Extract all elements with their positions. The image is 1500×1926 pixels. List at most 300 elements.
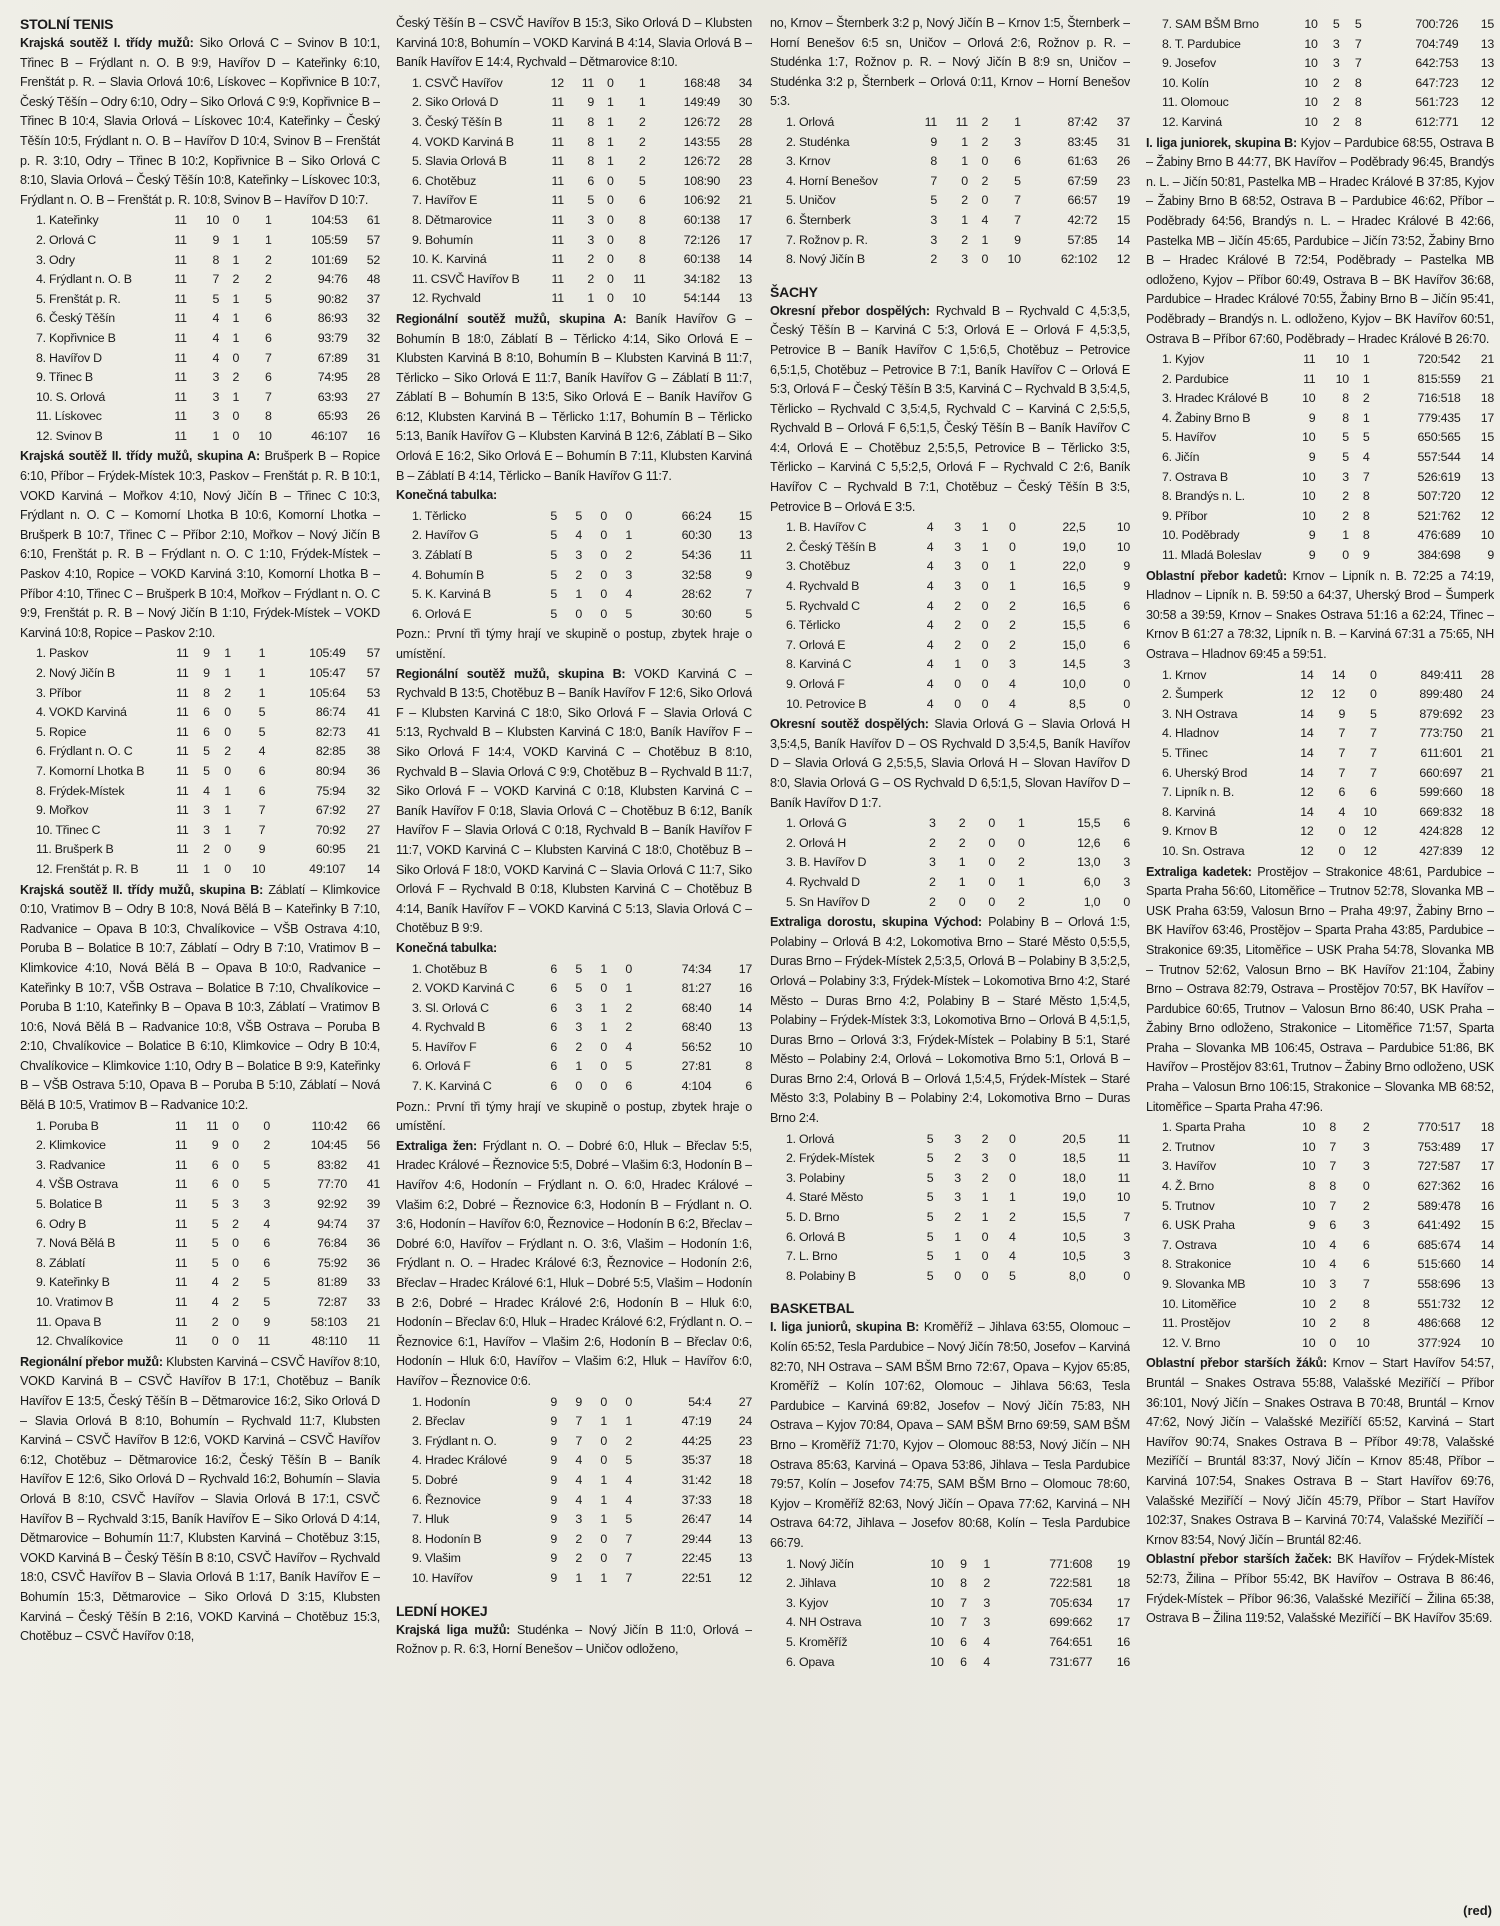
stat-cell: 0	[981, 696, 989, 711]
stat-cell: 3	[625, 567, 633, 582]
stat-cell: 3	[983, 1615, 990, 1630]
stat-cell: 7	[1354, 36, 1362, 51]
results-paragraph	[1146, 1354, 1494, 1550]
stat-cell: 1	[224, 646, 231, 661]
table-row	[396, 270, 752, 290]
team-name: 6. Chotěbuz	[412, 173, 477, 188]
table-row	[770, 1169, 1130, 1189]
results-paragraph	[1146, 1550, 1494, 1628]
stat-cell: 10	[1302, 469, 1316, 484]
stat-cell: 10	[1302, 1316, 1316, 1331]
stat-cell: 19	[1116, 193, 1130, 208]
stat-cell: 18,0	[1062, 1170, 1086, 1185]
stat-cell: 18	[1480, 785, 1494, 800]
stat-cell: 37:33	[681, 1492, 712, 1507]
match-results: Pozn.: První tři týmy hrají ve skupině o postup, zbytek hraje o umístění.	[396, 627, 752, 661]
stat-cell: 7	[930, 173, 937, 188]
stat-cell: 10	[632, 291, 646, 306]
stat-cell: 2	[575, 567, 583, 582]
stat-cell: 1	[232, 252, 240, 267]
team-name: 5. Ropice	[36, 724, 87, 739]
stat-cell: 36	[366, 1255, 380, 1270]
table-row	[770, 172, 1130, 192]
team-name: 4. Rychvald B	[412, 1020, 486, 1035]
team-name: 1. Poruba B	[36, 1118, 99, 1133]
stat-cell: 5	[587, 193, 595, 208]
stat-cell: 3	[954, 520, 961, 535]
stat-cell: 10	[1335, 352, 1349, 367]
table-row	[770, 1149, 1130, 1169]
table-row	[396, 1510, 752, 1530]
stat-cell: 0	[1338, 824, 1346, 839]
table-row	[396, 211, 752, 231]
stat-cell: 14	[1300, 706, 1314, 721]
stat-cell: 7	[625, 1551, 633, 1566]
stat-cell: 6	[265, 370, 272, 385]
stat-cell: 1	[607, 95, 614, 110]
stat-cell: 61	[366, 213, 380, 228]
stat-cell: 57:85	[1067, 232, 1098, 247]
stat-cell: 10	[1302, 1237, 1316, 1252]
table-row	[770, 191, 1130, 211]
stat-cell: 1	[625, 1414, 633, 1429]
table-row	[396, 172, 752, 192]
stat-cell: 6	[265, 311, 272, 326]
table-row	[1146, 468, 1494, 488]
table-row	[396, 1432, 752, 1452]
stat-cell: 0	[607, 212, 614, 227]
stat-cell: 5	[926, 1170, 934, 1185]
competition-title: Extraliga kadetek:	[1146, 864, 1252, 879]
stat-cell: 2	[954, 1151, 961, 1166]
stat-cell: 11	[551, 212, 564, 227]
stat-cell: 11	[551, 154, 564, 169]
table-row	[396, 507, 752, 527]
stat-cell: 3	[961, 252, 968, 267]
stat-cell: 108:90	[683, 173, 721, 188]
team-name: 7. Komorní Lhotka B	[36, 763, 145, 778]
stat-cell: 42:72	[1067, 212, 1098, 227]
stat-cell: 10	[1304, 36, 1318, 51]
stat-cell: 12	[1363, 843, 1377, 858]
stat-cell: 2	[1332, 75, 1340, 90]
stat-cell: 68:40	[681, 1000, 712, 1015]
stat-cell: 3	[1123, 855, 1130, 870]
stat-cell: 8	[930, 154, 937, 169]
stat-cell: 9	[1308, 528, 1316, 543]
stat-cell: 6	[550, 1020, 558, 1035]
stat-cell: 1	[600, 1414, 608, 1429]
table-row	[396, 999, 752, 1019]
stat-cell: 5	[258, 705, 266, 720]
team-name: 6. Český Těšín	[36, 311, 115, 326]
team-name: 4. Rychvald D	[786, 874, 860, 889]
stat-cell: 551:732	[1417, 1296, 1461, 1311]
team-name: 3. Havířov	[1162, 1159, 1216, 1174]
team-name: 3. Kyjov	[786, 1595, 829, 1610]
competition-title: Regionální soutěž mužů, skupina B:	[396, 666, 626, 681]
table-row	[396, 231, 752, 251]
team-name: 2. Nový Jičín B	[36, 666, 115, 680]
stat-cell: 6	[550, 1039, 558, 1054]
stat-cell: 0	[1009, 1151, 1016, 1166]
stat-cell: 0	[224, 705, 231, 720]
table-row	[20, 860, 380, 880]
stat-cell: 1	[958, 855, 966, 870]
stat-cell: 9	[1308, 450, 1316, 465]
stat-cell: 1	[961, 212, 968, 227]
stat-cell: 6	[1123, 816, 1130, 831]
stat-cell: 2	[961, 232, 968, 247]
stat-cell: 7	[1354, 56, 1362, 71]
stat-cell: 1	[954, 1249, 961, 1264]
stat-cell: 13	[1480, 36, 1494, 51]
stat-cell: 14	[366, 861, 380, 876]
team-name: 10. K. Karviná	[412, 252, 487, 267]
stat-cell: 6	[1123, 598, 1130, 613]
team-name: 9. Orlová F	[786, 677, 845, 691]
stat-cell: 4	[926, 539, 934, 554]
stat-cell: 1	[600, 961, 608, 976]
stat-cell: 0	[988, 894, 996, 909]
stat-cell: 18	[1480, 391, 1494, 406]
table-row	[1146, 1334, 1494, 1354]
stat-cell: 0	[954, 696, 961, 711]
stat-cell: 13	[1480, 1277, 1494, 1291]
table-row	[20, 782, 380, 802]
standings-table	[770, 518, 1130, 714]
stat-cell: 2	[224, 744, 231, 759]
stat-cell: 5	[745, 606, 752, 621]
stat-cell: 10	[1302, 1257, 1316, 1272]
stat-cell: 27	[366, 803, 380, 818]
stat-cell: 11	[174, 1255, 188, 1270]
stat-cell: 3	[954, 1190, 961, 1205]
stat-cell: 105:47	[309, 666, 346, 680]
stat-cell: 2	[638, 134, 646, 149]
stat-cell: 27	[366, 389, 380, 404]
table-row	[1146, 705, 1494, 725]
table-row	[770, 1188, 1130, 1208]
sport-heading: BASKETBAL	[770, 1300, 855, 1317]
stat-cell: 14	[1300, 726, 1314, 741]
stat-cell: 5	[575, 981, 583, 996]
column-4	[1146, 14, 1494, 1922]
stat-cell: 0	[600, 606, 608, 621]
team-name: 9. Slovanka MB	[1162, 1277, 1246, 1291]
stat-cell: 3	[1332, 56, 1340, 71]
stat-cell: 11	[174, 1334, 188, 1349]
match-results: VOKD Karviná C – Rychvald B 13:5, Chotěbuz B – Baník Havířov F 12:6, Siko Orlová F – Klubsten Karviná C 18:0, Siko Orlová F – Slavia Orlová C 5:13, Rychvald B – Klubsten Karviná C 18:0, Baník Havířov F – Siko Orlová F 14:4, VOKD Karviná C – Chotěbuz B 8:10, Rychvald B – Slavia Orlová C 9:9, Chotěbuz B – Rychvald B 11:7, Siko Orlová F – VOKD Karviná C 0:18, Klubsten Karviná C – Baník Havířov F 0:18, Slavia Orlová C – Chotěbuz B 6:12, Baník Havířov F – Slavia Orlová C 0:18, Rychvald B – Baník Havířov F 11:7, VOKD Karviná C – Klubsten Karviná C 18:0, Chotěbuz B – Siko Orlová F 18:0, VOKD Karviná C – Slavia Orlová C 11:7, Siko Orlová F – Rychvald B 0:18, Klubsten Karviná C – Chotěbuz B 4:14, Baník Havířov F – VOKD Karviná C 5:13, Slavia Orlová C – Chotěbuz B 9:9.	[396, 666, 752, 936]
stat-cell: 1	[224, 783, 231, 798]
stat-cell: 2	[954, 618, 961, 633]
stat-cell: 5	[550, 508, 558, 523]
match-results: Klubsten Karviná – CSVČ Havířov 8:10, VOKD Karviná B – CSVČ Havířov B 17:1, Chotěbuz – Baník Havířov E 13:5, Český Těšín B – Dětmarovice 16:2, Siko Orlová D – Slavia Orlová B 8:10, Bohumín – Rychvald 11:7, Klubsten Karviná – CSVČ Havířov B 12:6, VOKD Karviná – CSVČ Havířov 6:12, Chotěbuz – Dětmarovice 16:2, Český Těšín B – Baník Havířov E 12:6, Siko Orlová D – Rychvald 16:2, Bohumín – Slavia Orlová B 8:10, CSVČ Havířov – Slavia Orlová B 17:1, CSVČ Havířov B – Rychvald 3:15, Baník Havířov E – Siko Orlová D 4:14, Dětmarovice – Bohumín 11:7, Klubsten Karviná – Chotěbuz 3:15, VOKD Karviná B – Český Těšín B 8:10, CSVČ Havířov – Rychvald 18:0, CSVČ Havířov B – Slavia Orlová B 1:17, Baník Havířov E – Bohumín 15:3, Dětmarovice – Siko Orlová D 3:15, Klubsten Karviná – Český Těšín B 2:16, VOKD Karviná – Chotěbuz 15:3, Chotěbuz – CSVČ Havířov 0:18,	[20, 1354, 380, 1644]
stat-cell: 11	[176, 763, 189, 778]
stat-cell: 11	[174, 389, 187, 404]
stat-cell: 72:87	[317, 1295, 347, 1309]
stat-cell: 17	[1480, 1139, 1494, 1154]
results-paragraph	[770, 913, 1130, 1129]
team-name: 10. Poděbrady	[1162, 528, 1240, 543]
stat-cell: 12	[1480, 489, 1494, 504]
stat-cell: 4	[212, 330, 220, 345]
stat-cell: 1	[232, 330, 240, 345]
table-row	[770, 873, 1130, 893]
team-name: 12. Karviná	[1162, 114, 1222, 129]
table-row	[770, 814, 1130, 834]
stat-cell: 9	[960, 1556, 967, 1571]
stat-cell: 1	[607, 154, 614, 169]
results-paragraph	[20, 34, 380, 210]
stat-cell: 1	[600, 1020, 608, 1035]
stat-cell: 4:104	[681, 1079, 712, 1094]
stat-cell: 60:138	[683, 212, 721, 227]
stat-cell: 5	[926, 1268, 934, 1283]
stat-cell: 2	[265, 272, 272, 287]
stat-cell: 10	[1302, 1159, 1316, 1174]
stat-cell: 36	[366, 763, 380, 778]
team-name: 10. Havířov	[412, 1570, 473, 1585]
stat-cell: 0	[600, 1551, 608, 1566]
competition-title: Okresní soutěž dospělých:	[770, 717, 929, 732]
stat-cell: 9	[587, 95, 595, 110]
stat-cell: 7	[1123, 1210, 1130, 1225]
competition-title: Extraliga dorostu, skupina Východ:	[770, 915, 982, 930]
stat-cell: 94:74	[317, 1216, 347, 1231]
stat-cell: 83:82	[317, 1157, 347, 1172]
stat-cell: 6	[263, 1255, 270, 1270]
stat-cell: 10	[1480, 528, 1494, 543]
competition-title: Okresní přebor dospělých:	[770, 303, 930, 318]
team-name: 2. Jihlava	[786, 1576, 836, 1591]
stat-cell: 16	[1116, 1634, 1130, 1649]
stat-cell: 8	[1354, 75, 1362, 90]
team-name: 1. B. Havířov C	[786, 520, 867, 535]
stat-cell: 4	[1329, 1237, 1337, 1252]
stat-cell: 11	[174, 1236, 188, 1251]
stat-cell: 10	[1116, 520, 1130, 535]
stat-cell: 10,5	[1062, 1229, 1086, 1244]
stat-cell: 12	[1480, 114, 1494, 129]
stat-cell: 90:82	[317, 291, 348, 306]
table-row	[1146, 764, 1494, 784]
stat-cell: 3	[1123, 657, 1130, 672]
stat-cell: 5	[263, 1295, 270, 1309]
stat-cell: 526:619	[1417, 469, 1461, 484]
team-name: 11. Opava B	[36, 1314, 102, 1329]
stat-cell: 0	[988, 855, 996, 870]
table-row	[20, 1332, 380, 1352]
stat-cell: 8	[587, 114, 595, 129]
table-row	[1146, 1177, 1494, 1197]
stat-cell: 0	[232, 428, 240, 443]
stat-cell: 13,0	[1077, 855, 1101, 870]
stat-cell: 1	[625, 981, 633, 996]
table-row	[20, 644, 380, 664]
stat-cell: 17	[738, 212, 752, 227]
team-name: 3. Krnov	[786, 154, 831, 169]
stat-cell: 6	[1369, 785, 1377, 800]
stat-cell: 9	[550, 1472, 558, 1487]
stat-cell: 6	[263, 1236, 270, 1251]
table-row	[770, 1130, 1130, 1150]
stat-cell: 48:110	[311, 1334, 347, 1349]
stat-cell: 558:696	[1417, 1277, 1461, 1291]
stat-cell: 18	[1480, 1120, 1494, 1135]
table-row	[770, 1247, 1130, 1267]
team-name: 5. Havířov	[1162, 430, 1216, 445]
stat-cell: 6	[211, 1177, 219, 1192]
stat-cell: 0	[607, 173, 614, 188]
stat-cell: 0	[600, 1453, 608, 1468]
stat-cell: 5	[1332, 17, 1340, 31]
table-row	[770, 655, 1130, 675]
stat-cell: 815:559	[1417, 371, 1461, 386]
stat-cell: 149:49	[683, 95, 721, 110]
stat-cell: 3	[954, 559, 961, 574]
table-row	[1146, 1314, 1494, 1334]
team-name: 5. Uničov	[786, 193, 836, 208]
stat-cell: 2	[211, 1314, 219, 1329]
stat-cell: 2	[954, 637, 961, 652]
stat-cell: 68:40	[681, 1020, 712, 1035]
stat-cell: 5	[211, 1236, 219, 1251]
team-name: 7. Hluk	[412, 1512, 449, 1527]
stat-cell: 11	[1117, 1131, 1130, 1146]
table-row	[1146, 783, 1494, 803]
team-name: 1. Kyjov	[1162, 352, 1205, 367]
stat-cell: 2	[625, 1433, 633, 1448]
team-name: 10. Vratimov B	[36, 1295, 114, 1309]
stat-cell: 3	[954, 1131, 961, 1146]
stat-cell: 764:651	[1049, 1634, 1093, 1649]
stat-cell: 10	[1304, 56, 1318, 71]
stat-cell: 0	[607, 75, 614, 90]
stat-cell: 10	[1302, 1198, 1316, 1213]
stat-cell: 46:107	[311, 428, 348, 443]
stat-cell: 0	[1342, 548, 1349, 563]
team-name: 5. Sn Havířov D	[786, 894, 870, 909]
stat-cell: 24	[738, 1414, 752, 1429]
stat-cell: 2	[981, 134, 989, 149]
stat-cell: 13	[738, 528, 752, 543]
stat-cell: 105:64	[309, 685, 346, 700]
stat-cell: 9	[550, 1570, 558, 1585]
stat-cell: 5	[263, 1275, 270, 1290]
table-row	[20, 664, 380, 684]
results-paragraph	[770, 14, 1130, 112]
stat-cell: 0	[981, 559, 989, 574]
stat-cell: 11	[174, 291, 187, 306]
team-name: 4. Hradec Králové	[412, 1453, 507, 1468]
team-name: 7. Nová Bělá B	[36, 1236, 116, 1251]
stat-cell: 4	[926, 637, 934, 652]
team-name: 2. Siko Orlová D	[412, 95, 499, 110]
table-row	[20, 1175, 380, 1195]
stat-cell: 6	[1362, 1237, 1370, 1252]
stat-cell: 0	[232, 1314, 239, 1329]
stat-cell: 7	[1014, 193, 1021, 208]
stat-cell: 2	[1329, 1296, 1337, 1311]
stat-cell: 2	[1332, 95, 1340, 110]
stat-cell: 1	[638, 95, 646, 110]
team-name: 3. Polabiny	[786, 1170, 845, 1185]
stat-cell: 28	[738, 154, 752, 169]
results-paragraph	[770, 302, 1130, 518]
match-results: Slavia Orlová G – Slavia Orlová H 3,5:4,5, Baník Havířov D – OS Rychvald D 3,5:4,5, Baník Havířov D – Slavia Orlová G 2,5:5,5, Slavia Orlová H – Slovan Havířov D 8:0, Slavia Orlová G – OS Rychvald D 6,5:1,5, Slovan Havířov D – Baník Havířov D 1:7.	[770, 717, 1130, 810]
stat-cell: 3	[929, 816, 936, 831]
team-name: 3. Chotěbuz	[786, 559, 851, 574]
table-row	[770, 695, 1130, 715]
team-name: 6. Orlová B	[786, 1229, 846, 1244]
stat-cell: 2	[1342, 508, 1349, 523]
stat-cell: 0	[600, 508, 608, 523]
team-name: 11. Prostějov	[1162, 1316, 1231, 1331]
stat-cell: 21	[1480, 726, 1494, 741]
sport-heading: STOLNÍ TENIS	[20, 16, 114, 32]
team-name: 8. Nový Jičín B	[786, 252, 865, 267]
stat-cell: 0	[981, 154, 989, 169]
stat-cell: 11	[174, 213, 187, 228]
stat-cell: 0	[1009, 520, 1016, 535]
stat-cell: 1	[232, 291, 240, 306]
stat-cell: 110:42	[311, 1118, 347, 1133]
stat-cell: 14	[1480, 1237, 1494, 1252]
team-name: 8. Brandýs n. L.	[1162, 489, 1245, 504]
stat-cell: 7	[1329, 1139, 1337, 1154]
stat-cell: 9	[550, 1492, 558, 1507]
stat-cell: 10	[1302, 430, 1316, 445]
team-name: 1. Orlová	[786, 114, 835, 129]
stat-cell: 14	[1480, 450, 1494, 465]
stat-cell: 35:37	[681, 1453, 712, 1468]
stat-cell: 15	[1480, 430, 1494, 445]
team-name: 9. Třinec B	[36, 370, 93, 385]
stat-cell: 8	[1362, 1296, 1370, 1311]
stat-cell: 11	[1117, 1170, 1130, 1185]
stat-cell: 10	[258, 428, 272, 443]
stat-cell: 1	[224, 822, 231, 837]
stat-cell: 4	[926, 677, 934, 691]
table-row	[1146, 54, 1494, 74]
stat-cell: 377:924	[1417, 1335, 1461, 1350]
results-paragraph	[396, 1621, 752, 1660]
table-row	[20, 1293, 380, 1313]
stat-cell: 11	[551, 173, 564, 188]
stat-cell: 75:94	[315, 783, 346, 798]
stat-cell: 3	[575, 548, 583, 563]
stat-cell: 11	[174, 1216, 188, 1231]
stat-cell: 14	[1300, 804, 1314, 819]
stat-cell: 2	[954, 598, 961, 613]
stat-cell: 5	[926, 1229, 934, 1244]
table-row	[770, 636, 1130, 656]
table-row	[1146, 1236, 1494, 1256]
results-paragraph	[1146, 567, 1494, 665]
stat-cell: 384:698	[1417, 548, 1461, 563]
stat-cell: 8	[203, 685, 210, 700]
stat-cell: 16	[1480, 1198, 1494, 1213]
table-row	[20, 231, 380, 251]
stat-cell: 3	[263, 1197, 270, 1212]
stat-cell: 8	[587, 134, 595, 149]
match-results: Krnov – Start Havířov 54:57, Bruntál – Snakes Ostrava 55:88, Valašské Meziříčí – Příbor 36:101, Nový Jičín – Snakes Ostrava B 70:48, Bruntál – Krnov 47:62, Nový Jičín – Valašské Meziříčí 65:52, Karviná – Start Havířov 90:74, Snakes Ostrava B – Příbor 49:78, Valašské Meziříčí – Bruntál 83:37, Nový Jičín – Krnov 85:48, Příbor – Karviná 107:54, Snakes Ostrava B – Start Havířov 69:76, Valašské Meziříčí – Nový Jičín 45:79, Příbor – Start Havířov 102:37, Snakes Ostrava B – Karviná 70:74, Valašské Meziříčí – Krnov 83:54, Nový Jičín – Bruntál 82:46.	[1146, 1356, 1494, 1547]
stat-cell: 0	[232, 1138, 239, 1153]
stat-cell: 8,0	[1069, 1268, 1086, 1283]
stat-cell: 1	[600, 1512, 608, 1527]
table-row	[396, 113, 752, 133]
